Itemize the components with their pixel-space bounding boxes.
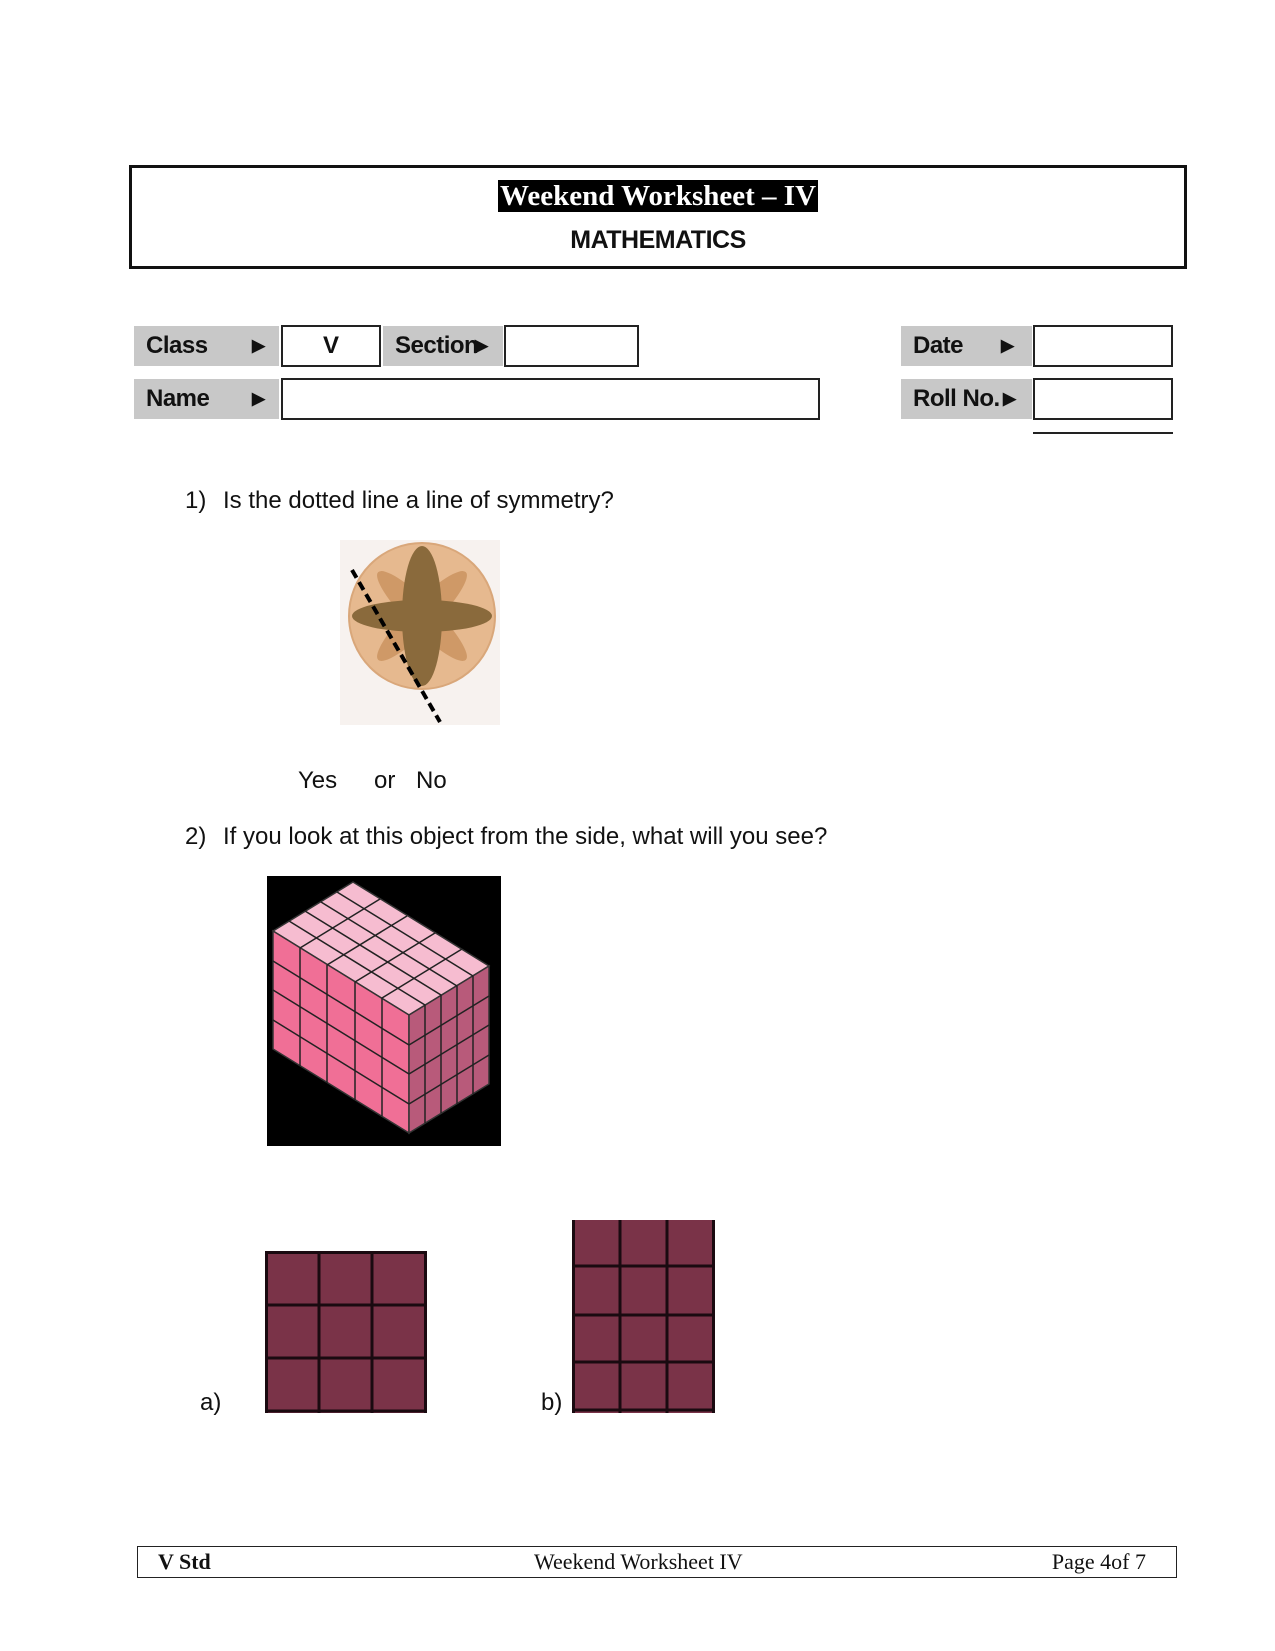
worksheet-header bbox=[129, 165, 1187, 269]
option-b-label: b) bbox=[541, 1389, 563, 1416]
worksheet-title: Weekend Worksheet – IV bbox=[499, 180, 817, 212]
page-footer bbox=[137, 1546, 1177, 1578]
class-field[interactable]: V bbox=[281, 325, 381, 367]
date-field[interactable] bbox=[1033, 325, 1173, 367]
roll-underline bbox=[1033, 432, 1173, 434]
section-label: Section bbox=[395, 332, 479, 359]
question-2-text: If you look at this object from the side, what will you see? bbox=[223, 823, 828, 850]
footer-class: V Std bbox=[158, 1549, 211, 1574]
section-field[interactable] bbox=[504, 325, 639, 367]
option-a-grid-icon[interactable] bbox=[265, 1251, 427, 1413]
name-field[interactable] bbox=[281, 378, 820, 420]
arrow-icon: ▶ bbox=[252, 336, 265, 355]
footer-page-number: Page 4of 7 bbox=[1051, 1549, 1146, 1574]
roll-field[interactable] bbox=[1033, 378, 1173, 420]
worksheet-title-wrap bbox=[132, 179, 1184, 213]
answer-no: No bbox=[416, 767, 447, 794]
class-label-cell bbox=[134, 326, 279, 366]
date-label-cell bbox=[901, 326, 1032, 366]
question-1-text: Is the dotted line a line of symmetry? bbox=[223, 487, 614, 514]
answer-yes: Yes bbox=[298, 767, 338, 794]
name-label-cell bbox=[134, 379, 279, 419]
question-2-number: 2) bbox=[185, 823, 207, 850]
arrow-icon: ▶ bbox=[252, 389, 265, 408]
arrow-icon: ▶ bbox=[1001, 336, 1014, 355]
flower-with-dotted-line-icon bbox=[340, 540, 500, 725]
date-label: Date bbox=[913, 332, 964, 359]
class-label: Class bbox=[146, 332, 208, 359]
name-label: Name bbox=[146, 385, 210, 412]
footer-title: Weekend Worksheet IV bbox=[534, 1549, 743, 1574]
subject-title: MATHEMATICS bbox=[570, 226, 746, 254]
roll-label: Roll No. bbox=[913, 385, 1000, 412]
pink-cube-stack-icon bbox=[267, 876, 501, 1146]
roll-label-cell bbox=[901, 379, 1032, 419]
arrow-icon: ▶ bbox=[475, 336, 488, 355]
option-a-label: a) bbox=[200, 1389, 222, 1416]
section-label-cell bbox=[383, 326, 503, 366]
question-1-number: 1) bbox=[185, 487, 207, 514]
option-b-grid-icon[interactable] bbox=[572, 1220, 715, 1413]
arrow-icon: ▶ bbox=[1003, 389, 1016, 408]
answer-or: or bbox=[374, 767, 396, 794]
